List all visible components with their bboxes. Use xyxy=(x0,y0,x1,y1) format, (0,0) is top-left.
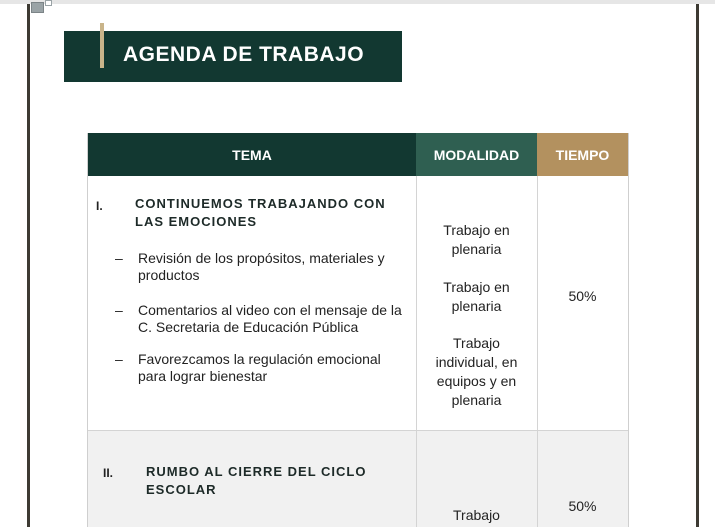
section-title xyxy=(146,463,367,499)
list-item-text: Revisión de los propósitos, materiales y xyxy=(138,250,385,266)
column-header-modalidad: MODALIDAD xyxy=(416,133,537,176)
modalidad-text: plenaria xyxy=(451,392,502,408)
text-boundary-mark-icon xyxy=(45,0,52,6)
window-top-strip xyxy=(0,0,715,4)
section-title-line: RUMBO AL CIERRE DEL CICLO xyxy=(146,464,367,479)
section-title-line: CONTINUEMOS TRABAJANDO CON xyxy=(135,196,386,211)
modalidad-cell xyxy=(416,221,537,259)
modalidad-text: Trabajo xyxy=(453,335,500,351)
list-item-text: C. Secretaria de Educación Pública xyxy=(138,319,359,335)
row-divider xyxy=(88,430,628,431)
modalidad-text: Trabajo en xyxy=(443,222,510,238)
bullet-dash: – xyxy=(115,302,123,318)
column-header-tiempo: TIEMPO xyxy=(537,133,628,176)
section-title xyxy=(135,195,386,231)
list-item-text: Comentarios al video con el mensaje de la xyxy=(138,302,402,318)
modalidad-text: plenaria xyxy=(451,241,502,257)
modalidad-cell xyxy=(416,278,537,316)
list-item-text: para lograr bienestar xyxy=(138,368,268,384)
list-item-text: Favorezcamos la regulación emocional xyxy=(138,351,381,367)
list-item-text: productos xyxy=(138,267,200,283)
tiempo-value: 50% xyxy=(568,288,597,304)
banner-accent-bar xyxy=(100,23,104,68)
section-title-line: ESCOLAR xyxy=(146,482,217,497)
column-divider xyxy=(537,176,538,527)
column-header-tema: TEMA xyxy=(88,133,416,176)
modalidad-cell xyxy=(416,334,537,410)
modalidad-cell: Trabajo xyxy=(453,507,500,523)
section-number: I. xyxy=(96,199,103,213)
agenda-table[interactable] xyxy=(87,133,629,527)
modalidad-text: individual, en xyxy=(435,354,518,370)
modalidad-text: Trabajo en xyxy=(443,279,510,295)
bullet-dash: – xyxy=(115,250,123,266)
section-number: II. xyxy=(103,466,114,480)
bullet-dash: – xyxy=(115,351,123,367)
table-move-handle-icon[interactable] xyxy=(31,2,44,13)
page-edge-left xyxy=(27,4,30,527)
title-banner xyxy=(64,31,402,82)
tiempo-value: 50% xyxy=(568,498,597,514)
section-title-line: LAS EMOCIONES xyxy=(135,214,258,229)
page-edge-right xyxy=(696,4,699,527)
modalidad-text: equipos y en xyxy=(436,373,517,389)
page-title: AGENDA DE TRABAJO xyxy=(123,43,365,66)
modalidad-text: plenaria xyxy=(451,298,502,314)
